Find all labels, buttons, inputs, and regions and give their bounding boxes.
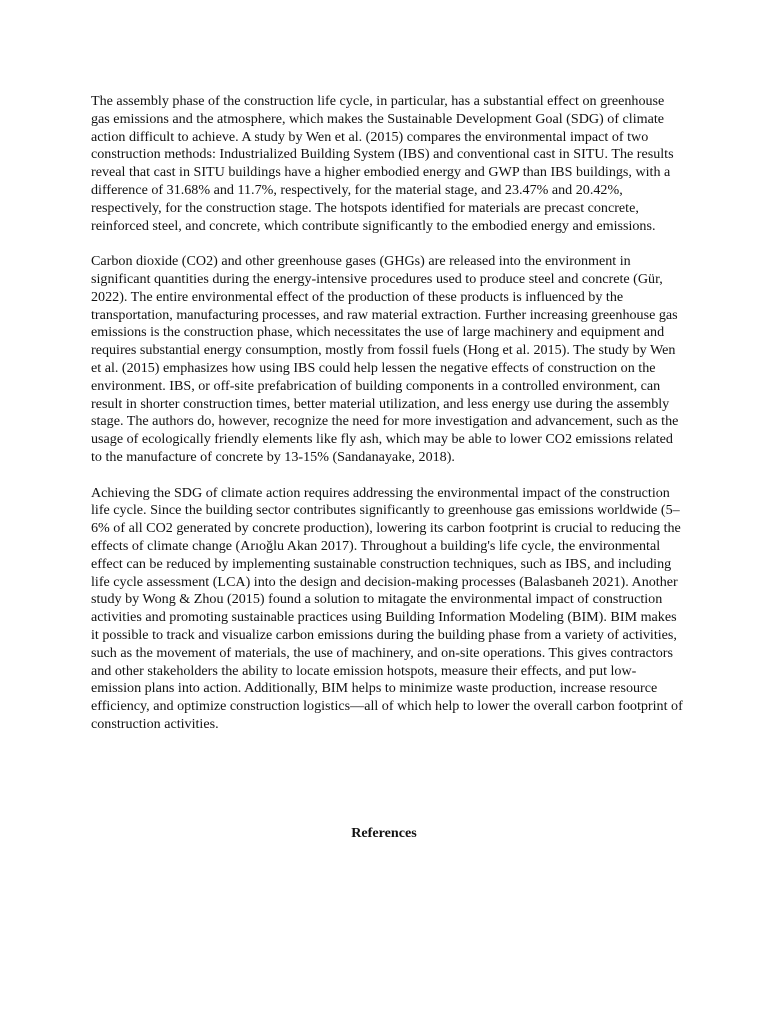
paragraph-sdg-climate-action: Achieving the SDG of climate action requires addressing the environmental impact of the construction life cycle. Since the building sector contributes significantly to greenhouse gas emissions worldwide (5–6% of all CO2 generated by concrete production), lowering its carbon footprint is crucial to reducing the effects of climate change (Arıoğlu Akan 2017). Throughout a building's life cycle, the environmental effect can be reduced by implementing sustainable construction techniques, such as IBS, and including life cycle assessment (LCA) into the design and decision-making processes (Balasbaneh 2021). Another study by Wong & Zhou (2015) found a solution to mitagate the environmental impact of construction activities and promoting sustainable practices using Building Information Modeling (BIM). BIM makes it possible to track and visualize carbon emissions during the building phase from a variety of activities, such as the movement of materials, the use of machinery, and on-site operations. This gives contractors and other stakeholders the ability to locate emission hotspots, measure their effects, and put low-emission plans into action. Additionally, BIM helps to minimize waste production, increase resource efficiency, and optimize construction logistics—all of which help to lower the overall carbon footprint of construction activities. bbox=[91, 484, 683, 732]
references-heading: References bbox=[351, 825, 417, 841]
document-body bbox=[91, 93, 686, 734]
paragraph-co2-emissions: Carbon dioxide (CO2) and other greenhouse gases (GHGs) are released into the environment in significant quantities during the energy-intensive procedures used to produce steel and concrete (Gür, 2022). The entire environmental effect of the production of these products is influenced by the transportation, manufacturing processes, and raw material extraction. Further increasing greenhouse gas emissions is the construction phase, which necessitates the use of large machinery and equipment and requires substantial energy consumption, mostly from fossil fuels (Hong et al. 2015). The study by Wen et al. (2015) emphasizes how using IBS could help lessen the negative effects of construction on the environment. IBS, or off-site prefabrication of building components in a controlled environment, can result in shorter construction times, better material utilization, and less energy use during the assembly stage. The authors do, however, recognize the need for more investigation and advancement, such as the usage of ecologically friendly elements like fly ash, which may be able to lower CO2 emissions related to the manufacture of concrete by 13-15% (Sandanayake, 2018). bbox=[91, 253, 679, 465]
paragraph-ibs-study: The assembly phase of the construction life cycle, in particular, has a substantial effect on greenhouse gas emissions and the atmosphere, which makes the Sustainable Development Goal (SDG) of climate action difficult to achieve. A study by Wen et al. (2015) compares the environmental impact of two construction methods: Industrialized Building System (IBS) and conventional cast in SITU. The results reveal that cast in SITU buildings have a higher embodied energy and GWP than IBS buildings, with a difference of 31.68% and 11.7%, respectively, for the material stage, and 23.47% and 20.42%, respectively, for the construction stage. The hotspots identified for materials are precast concrete, reinforced steel, and concrete, which contribute significantly to the embodied energy and emissions. bbox=[91, 93, 674, 234]
